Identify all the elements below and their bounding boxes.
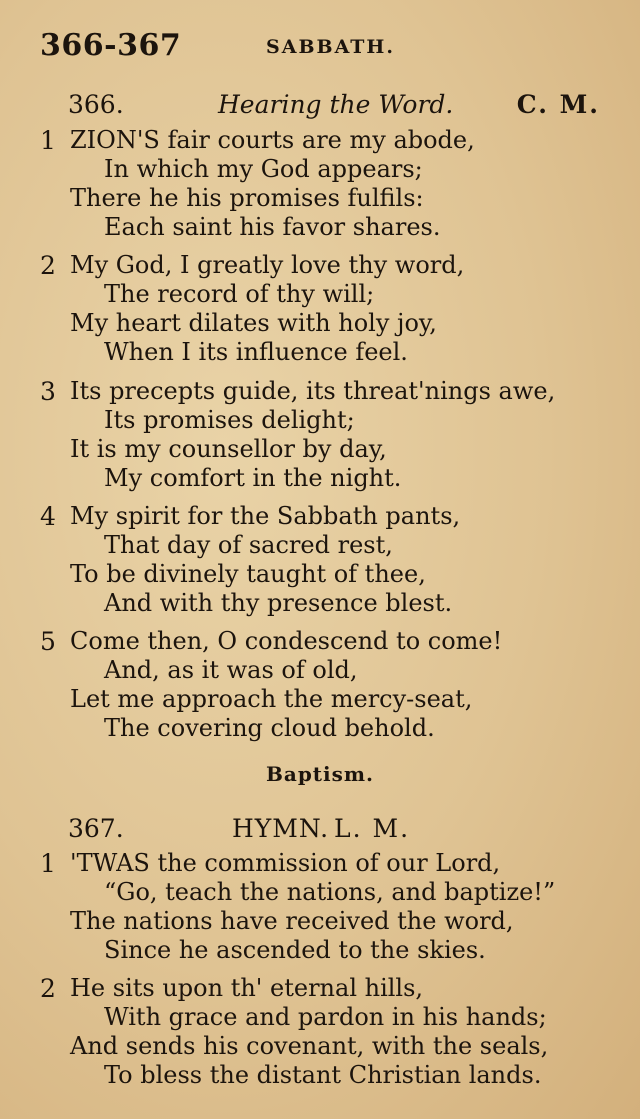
- hymn-line: When I its influence feel.: [104, 338, 408, 366]
- hymn-line: With grace and pardon in his hands;: [104, 1003, 547, 1031]
- hymn-line: There he his promises fulfils:: [70, 184, 424, 212]
- verse-number: 2: [40, 974, 56, 1003]
- verse-number: 1: [40, 849, 56, 878]
- hymn-line: “Go, teach the nations, and baptize!”: [104, 878, 556, 906]
- verse-number: 4: [40, 502, 56, 531]
- verse-number: 1: [40, 126, 56, 155]
- hymn-line: ZION'S fair courts are my abode,: [70, 126, 475, 154]
- stanza: [40, 377, 610, 493]
- stanza: [40, 849, 610, 965]
- hymn-line: The record of thy will;: [104, 280, 375, 308]
- hymn-meter: L. M.: [334, 814, 411, 843]
- hymn-line: The nations have received the word,: [70, 907, 514, 935]
- hymn-meter: C. M.: [516, 90, 600, 119]
- page-number: 366-367: [40, 28, 182, 63]
- stanza: [40, 627, 610, 743]
- hymn-366-heading: [40, 90, 600, 122]
- section-title: SABBATH.: [266, 36, 395, 58]
- hymn-line: Each saint his favor shares.: [104, 213, 441, 241]
- stanza: [40, 251, 610, 367]
- hymn-number: 366.: [68, 90, 124, 119]
- hymn-title: Hearing the Word.: [218, 90, 454, 119]
- section-subheading: Baptism.: [265, 762, 375, 786]
- hymn-line: In which my God appears;: [104, 155, 423, 183]
- hymn-line: And, as it was of old,: [104, 656, 358, 684]
- stanza: [40, 974, 610, 1090]
- hymn-367-heading: [40, 814, 600, 846]
- hymn-line: My God, I greatly love thy word,: [70, 251, 465, 279]
- hymn-line: My spirit for the Sabbath pants,: [70, 502, 461, 530]
- hymn-title: HYMN.: [232, 814, 330, 843]
- hymn-line: Let me approach the mercy-seat,: [70, 685, 473, 713]
- hymn-line: My comfort in the night.: [104, 464, 402, 492]
- stanza: [40, 126, 610, 242]
- hymn-line: He sits upon th' eternal hills,: [70, 974, 424, 1002]
- hymn-line: My heart dilates with holy joy,: [70, 309, 437, 337]
- hymn-line: And with thy presence blest.: [104, 589, 453, 617]
- verse-number: 3: [40, 377, 56, 406]
- hymn-line: To bless the distant Christian lands.: [104, 1061, 542, 1089]
- hymn-line: That day of sacred rest,: [104, 531, 393, 559]
- hymn-line: 'TWAS the commission of our Lord,: [70, 849, 501, 877]
- hymn-line: The covering cloud behold.: [104, 714, 435, 742]
- hymn-line: Its precepts guide, its threat'nings awe,: [70, 377, 556, 405]
- hymn-line: Since he ascended to the skies.: [104, 936, 486, 964]
- hymn-line: It is my counsellor by day,: [70, 435, 387, 463]
- hymn-line: And sends his covenant, with the seals,: [70, 1032, 549, 1060]
- stanza: [40, 502, 610, 618]
- verse-number: 5: [40, 627, 56, 656]
- running-header: [40, 28, 600, 68]
- hymn-line: Its promises delight;: [104, 406, 355, 434]
- hymn-line: Come then, O condescend to come!: [70, 627, 503, 655]
- verse-number: 2: [40, 251, 56, 280]
- hymn-line: To be divinely taught of thee,: [70, 560, 426, 588]
- hymn-number: 367.: [68, 814, 124, 843]
